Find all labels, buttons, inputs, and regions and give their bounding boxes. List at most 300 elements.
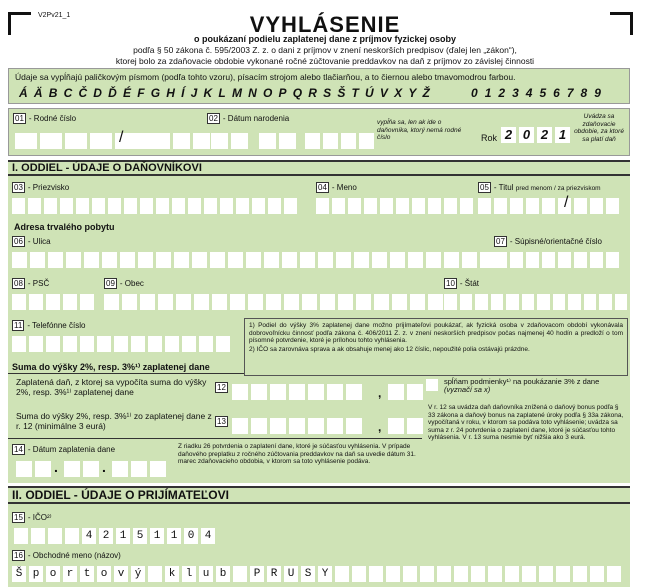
sample-letter: P	[278, 86, 287, 100]
char-cell[interactable]	[354, 252, 369, 268]
ico-digit[interactable]: 1	[116, 528, 130, 544]
name-char[interactable]	[148, 566, 162, 582]
name-char[interactable]	[335, 566, 349, 582]
sample-letter: Š	[337, 86, 346, 100]
field-13-label: Suma do výšky 2%, resp. 3%¹⁾ zo zaplatenej dane z r. 12 (minimálne 3 eurá)	[16, 411, 212, 431]
sample-letter: X	[394, 86, 403, 100]
field-number: 05	[480, 183, 489, 192]
sample-digits	[471, 86, 601, 100]
field-text: - Obchodné meno (názov)	[27, 551, 121, 560]
char-cell[interactable]	[236, 198, 249, 214]
char-cell[interactable]	[248, 294, 263, 310]
char-cell[interactable]	[156, 252, 171, 268]
char-cell[interactable]	[268, 198, 281, 214]
ico-digit[interactable]	[14, 528, 28, 544]
char-cell[interactable]	[606, 252, 619, 268]
year-note: Uvádza sa zdaňovacie obdobie, za ktoré sa platí daň	[574, 113, 624, 143]
char-cell[interactable]	[480, 252, 495, 268]
char-cell[interactable]	[282, 252, 297, 268]
char-cell[interactable]	[372, 252, 387, 268]
ico-digit[interactable]: 2	[99, 528, 113, 544]
char-cell[interactable]	[478, 198, 491, 214]
sum-heading-rule	[8, 373, 244, 374]
char-cell[interactable]	[606, 198, 619, 214]
ico-digit[interactable]	[65, 528, 79, 544]
field-number: 11	[14, 321, 23, 330]
header-line-2: ktorej bolo za zdaňovacie obdobie vykonané ročné zúčtovanie preddavkov na daň z príjmov zo závislej činnosti	[115, 56, 535, 66]
field-text: - Priezvisko	[27, 183, 70, 192]
name-char[interactable]	[607, 566, 621, 582]
char-cell[interactable]	[216, 336, 230, 352]
name-char[interactable]: t	[80, 566, 94, 582]
sample-letter: R	[308, 86, 317, 100]
char-cell[interactable]	[212, 294, 227, 310]
year-digit[interactable]: 1	[555, 127, 570, 143]
sample-letter: Á	[19, 86, 28, 100]
name-char[interactable]: u	[199, 566, 213, 582]
sample-digit: 1	[484, 86, 492, 100]
char-cell[interactable]	[364, 198, 377, 214]
char-cell[interactable]	[192, 252, 207, 268]
char-cell[interactable]	[494, 198, 507, 214]
char-cell[interactable]	[120, 252, 135, 268]
country-field[interactable]	[444, 294, 627, 310]
instructions-panel	[8, 68, 630, 104]
char-cell[interactable]	[302, 294, 317, 310]
business-name-field[interactable]	[12, 566, 621, 582]
sample-digit: 3	[512, 86, 519, 100]
name-char[interactable]: o	[46, 566, 60, 582]
char-cell[interactable]	[210, 252, 225, 268]
footnotes-box	[244, 318, 628, 376]
field-08-label	[12, 278, 49, 289]
phone-field[interactable]	[12, 336, 230, 352]
char-cell[interactable]	[584, 294, 597, 310]
char-cell[interactable]	[542, 198, 555, 214]
name-char[interactable]: l	[182, 566, 196, 582]
name-char[interactable]	[522, 566, 536, 582]
char-cell[interactable]	[374, 294, 389, 310]
char-cell[interactable]	[194, 294, 209, 310]
char-cell[interactable]	[522, 294, 535, 310]
payment-date-year[interactable]	[112, 461, 166, 477]
char-cell[interactable]	[138, 252, 153, 268]
street-field[interactable]	[12, 252, 495, 268]
field-text: - IČO²⁾	[27, 513, 52, 522]
name-char[interactable]	[403, 566, 417, 582]
name-char[interactable]	[386, 566, 400, 582]
field-10-label	[444, 278, 479, 289]
name-char[interactable]: U	[284, 566, 298, 582]
street-number-field[interactable]	[494, 252, 619, 268]
sample-letter: Q	[292, 86, 303, 100]
char-cell[interactable]	[320, 294, 335, 310]
year-label: Rok	[481, 133, 498, 143]
char-cell[interactable]	[444, 252, 459, 268]
char-cell[interactable]	[182, 336, 196, 352]
char-cell[interactable]	[29, 294, 43, 310]
sample-letter: V	[379, 86, 388, 100]
city-field[interactable]	[104, 294, 443, 310]
field-text: - Dátum zaplatenia dane	[27, 445, 116, 454]
field-11-label	[12, 320, 85, 331]
sample-digit: 6	[553, 86, 560, 100]
char-cell[interactable]	[46, 294, 60, 310]
char-cell[interactable]	[220, 198, 233, 214]
sample-digit: 2	[498, 86, 506, 100]
char-cell[interactable]	[410, 294, 425, 310]
char-cell[interactable]	[264, 252, 279, 268]
char-cell[interactable]	[396, 198, 409, 214]
field-02-label	[207, 113, 289, 124]
decimal-comma-12: ,	[378, 386, 382, 400]
char-cell[interactable]	[104, 294, 119, 310]
char-cell[interactable]	[80, 336, 94, 352]
sample-letter: H	[166, 86, 175, 100]
ico-digit[interactable]	[31, 528, 45, 544]
char-cell[interactable]	[114, 336, 128, 352]
ico-field[interactable]	[14, 528, 215, 544]
char-cell[interactable]	[408, 252, 423, 268]
char-cell[interactable]	[97, 336, 111, 352]
char-cell[interactable]	[574, 198, 587, 214]
top-fields-panel	[8, 108, 630, 156]
field-text: - Meno	[331, 183, 357, 192]
footnote-1: 1) Podiel do výšky 3% zaplatenej dane možno prijímateľovi poukázať, ak fyzická osoba v zdaňovacom období vykonávala dobrovoľnícku činnosť podľa zákona č. 406/2011 Z. z. v znení neskorších predpisov počas najmenej 40 hodín a predloží o tom písomné potvrdenie, ktoré je prílohou tohto vyhlásenia.	[249, 322, 623, 344]
sample-letter: D	[93, 86, 102, 100]
char-cell[interactable]	[12, 198, 25, 214]
char-cell[interactable]	[230, 294, 245, 310]
title-slash: /	[564, 194, 569, 211]
name-char[interactable]: S	[301, 566, 315, 582]
char-cell[interactable]	[542, 252, 555, 268]
section-2-panel	[8, 504, 630, 587]
sample-letter: T	[351, 86, 359, 100]
name-char[interactable]	[420, 566, 434, 582]
footnote-2: 2) IČO sa zarovnáva sprava a ak obsahuje menej ako 12 číslic, nepoužité polia ostávajú prázdne.	[249, 345, 530, 353]
char-cell[interactable]	[428, 198, 441, 214]
char-cell[interactable]	[428, 294, 443, 310]
ico-digit[interactable]: 5	[133, 528, 147, 544]
char-cell[interactable]	[348, 198, 361, 214]
field-text: - Telefónne číslo	[27, 321, 86, 330]
sample-letter: C	[63, 86, 73, 100]
conditions-checkbox[interactable]	[426, 379, 438, 391]
char-cell[interactable]	[284, 294, 299, 310]
sample-digit: 4	[525, 86, 533, 100]
date-dot-1: .	[54, 459, 58, 475]
char-cell[interactable]	[165, 336, 179, 352]
form-code: V2Pv21_1	[38, 12, 71, 19]
note-row-14: Z riadku 26 potvrdenia o zaplatení dane, ktoré je súčasťou vyhlásenia. V prípade daňového preplatku z ročného zúčtovania preddavkov na daň sa uvedie dátum 31. marec zdaňovacieho obdobia, v ktorom sa toto vyhlásenie podáva.	[178, 443, 416, 465]
sample-letter: Ď	[108, 86, 117, 100]
field-number: 07	[496, 237, 505, 246]
ico-digit[interactable]: 1	[150, 528, 164, 544]
field-14-label	[12, 444, 115, 455]
name-char[interactable]: b	[216, 566, 230, 582]
field-16-label	[12, 550, 121, 561]
char-cell[interactable]	[108, 198, 121, 214]
char-cell[interactable]	[252, 198, 265, 214]
sample-digit: 9	[594, 86, 601, 100]
char-cell[interactable]	[228, 252, 243, 268]
conditions-label: spĺňam podmienky¹⁾ na poukázanie 3% z dane	[444, 377, 600, 386]
sample-letter: N	[248, 86, 257, 100]
ico-digit[interactable]: 0	[184, 528, 198, 544]
sample-letter: F	[137, 86, 145, 100]
char-cell[interactable]	[28, 198, 41, 214]
char-cell[interactable]	[316, 198, 329, 214]
ico-digit[interactable]: 4	[82, 528, 96, 544]
field-text: - Súpisné/orientačné číslo	[509, 237, 602, 246]
char-cell[interactable]	[558, 252, 571, 268]
year-digit[interactable]: 2	[537, 127, 552, 143]
first-name-field[interactable]	[316, 198, 473, 214]
char-cell[interactable]	[29, 336, 43, 352]
char-cell[interactable]	[176, 294, 191, 310]
name-char[interactable]: k	[165, 566, 179, 582]
char-cell[interactable]	[336, 252, 351, 268]
char-cell[interactable]	[44, 198, 57, 214]
field-02-note: vypĺňa sa, len ak ide o daňovníka, ktorý nemá rodné číslo	[377, 119, 462, 141]
char-cell[interactable]	[30, 252, 45, 268]
char-cell[interactable]	[526, 198, 539, 214]
char-cell[interactable]	[140, 198, 153, 214]
page-subtitle: o poukázaní podielu zaplatenej dane z príjmov fyzickej osoby	[193, 34, 457, 44]
char-cell[interactable]	[63, 294, 77, 310]
name-char[interactable]: o	[97, 566, 111, 582]
title-field[interactable]	[478, 198, 619, 214]
name-char[interactable]	[556, 566, 570, 582]
char-cell[interactable]	[204, 198, 217, 214]
name-char[interactable]	[233, 566, 247, 582]
birth-date-day[interactable]	[211, 133, 248, 149]
slash-separator: /	[119, 129, 124, 146]
field-12-number: 12	[217, 383, 226, 392]
field-number: 01	[15, 114, 24, 123]
char-cell[interactable]	[246, 252, 261, 268]
char-cell[interactable]	[12, 336, 26, 352]
tax-year[interactable]	[501, 127, 570, 143]
char-cell[interactable]	[284, 198, 297, 214]
name-char[interactable]: P	[250, 566, 264, 582]
conditions-hint: (vyznačí sa x)	[444, 385, 491, 394]
char-cell[interactable]	[156, 198, 169, 214]
char-cell[interactable]	[124, 198, 137, 214]
payment-date-day[interactable]	[16, 461, 51, 477]
char-cell[interactable]	[491, 294, 504, 310]
birth-number-part2[interactable]	[133, 133, 210, 149]
decimal-comma-13: ,	[378, 420, 382, 434]
field-12-label: Zaplatená daň, z ktorej sa vypočíta suma do výšky 2%, resp. 3%¹⁾ zaplatenej dane	[16, 377, 207, 397]
char-cell[interactable]	[462, 252, 477, 268]
char-cell[interactable]	[140, 294, 155, 310]
name-char[interactable]	[488, 566, 502, 582]
char-cell[interactable]	[444, 294, 457, 310]
char-cell[interactable]	[506, 294, 519, 310]
conditions-text	[444, 378, 624, 394]
name-char[interactable]: ý	[131, 566, 145, 582]
donation-amount-cents[interactable]	[388, 418, 423, 434]
sample-letter: B	[48, 86, 58, 100]
char-cell[interactable]	[590, 252, 603, 268]
char-cell[interactable]	[63, 336, 77, 352]
field-number: 16	[14, 551, 23, 560]
ico-digit[interactable]: 4	[201, 528, 215, 544]
tax-paid-cents[interactable]	[388, 384, 423, 400]
field-text: - Obec	[119, 279, 144, 288]
field-hint: pred menom / za priezviskom	[515, 185, 601, 192]
field-13-number: 13	[217, 417, 226, 426]
char-cell[interactable]	[494, 252, 507, 268]
name-char[interactable]	[505, 566, 519, 582]
payment-date-month[interactable]	[64, 461, 99, 477]
sample-letter: Í	[181, 86, 185, 100]
sample-letter: Č	[78, 86, 88, 100]
char-cell[interactable]	[12, 252, 27, 268]
field-text: - Ulica	[27, 237, 51, 246]
name-char[interactable]	[454, 566, 468, 582]
char-cell[interactable]	[300, 252, 315, 268]
field-01-label	[13, 113, 76, 124]
char-cell[interactable]	[426, 252, 441, 268]
char-cell[interactable]	[526, 252, 539, 268]
sample-digit: 8	[580, 86, 588, 100]
char-cell[interactable]	[599, 294, 612, 310]
sample-letter: J	[190, 86, 198, 100]
char-cell[interactable]	[615, 294, 628, 310]
section-1-panel	[8, 176, 630, 483]
char-cell[interactable]	[131, 336, 145, 352]
char-cell[interactable]	[102, 252, 117, 268]
surname-field[interactable]	[12, 198, 297, 214]
ico-digit[interactable]: 1	[167, 528, 181, 544]
char-cell[interactable]	[60, 198, 73, 214]
donation-amount-field[interactable]	[232, 418, 362, 434]
name-char[interactable]: R	[267, 566, 281, 582]
char-cell[interactable]	[338, 294, 353, 310]
char-cell[interactable]	[80, 294, 94, 310]
field-09-label	[104, 278, 144, 289]
char-cell[interactable]	[390, 252, 405, 268]
char-cell[interactable]	[510, 252, 523, 268]
char-cell[interactable]	[553, 294, 566, 310]
char-cell[interactable]	[76, 198, 89, 214]
char-cell[interactable]	[318, 252, 333, 268]
year-digit[interactable]: 2	[501, 127, 516, 143]
name-char[interactable]	[590, 566, 604, 582]
char-cell[interactable]	[568, 294, 581, 310]
sample-letter: G	[150, 86, 161, 100]
field-number: 06	[14, 237, 23, 246]
char-cell[interactable]	[172, 198, 185, 214]
field-number: 14	[14, 445, 23, 454]
name-char[interactable]	[369, 566, 383, 582]
name-char[interactable]	[437, 566, 451, 582]
note-row-12: V r. 12 sa uvádza daň daňovníka znížená o daňový bonus podľa § 33 zákona a daňový bonus na zaplatené úroky podľa § 33a zákona, vypočítaná v roku, v ktorom sa podáva toto vyhlásenie; uvádza sa suma z r. 24 potvrdenia o zaplatení dane, ktoré je súčasťou tohto vyhlásenia. V r. 13 suma nesmie byť nižšia ako 3 eurá.	[428, 404, 624, 441]
tax-paid-field[interactable]	[232, 384, 362, 400]
char-cell[interactable]	[392, 294, 407, 310]
birth-date-year[interactable]	[305, 133, 374, 149]
sample-letter: S	[323, 86, 332, 100]
name-char[interactable]	[471, 566, 485, 582]
char-cell[interactable]	[590, 198, 603, 214]
sample-letters	[19, 86, 430, 100]
name-char[interactable]	[573, 566, 587, 582]
sample-letter: M	[231, 86, 242, 100]
field-number: 10	[446, 279, 455, 288]
char-cell[interactable]	[199, 336, 213, 352]
name-char[interactable]: r	[63, 566, 77, 582]
char-cell[interactable]	[266, 294, 281, 310]
char-cell[interactable]	[174, 252, 189, 268]
char-cell[interactable]	[356, 294, 371, 310]
char-cell[interactable]	[332, 198, 345, 214]
char-cell[interactable]	[158, 294, 173, 310]
field-text: - Dátum narodenia	[222, 114, 290, 123]
header-line-1: podľa § 50 zákona č. 595/2003 Z. z. o dani z príjmov v znení neskorších predpisov (ďalej len „zákon“),	[133, 45, 517, 55]
name-char[interactable]	[539, 566, 553, 582]
char-cell[interactable]	[574, 252, 587, 268]
char-cell[interactable]	[84, 252, 99, 268]
char-cell[interactable]	[460, 294, 473, 310]
sample-digit: 7	[566, 86, 574, 100]
char-cell[interactable]	[12, 294, 26, 310]
field-05-label	[478, 182, 601, 193]
char-cell[interactable]	[475, 294, 488, 310]
char-cell[interactable]	[537, 294, 550, 310]
name-char[interactable]: Y	[318, 566, 332, 582]
field-text: - Štát	[459, 279, 480, 288]
name-char[interactable]	[352, 566, 366, 582]
char-cell[interactable]	[188, 198, 201, 214]
char-cell[interactable]	[46, 336, 60, 352]
char-cell[interactable]	[148, 336, 162, 352]
field-number: 15	[14, 513, 23, 522]
char-cell[interactable]	[510, 198, 523, 214]
char-cell[interactable]	[122, 294, 137, 310]
char-cell[interactable]	[66, 252, 81, 268]
sample-letter: Ä	[33, 86, 43, 100]
address-heading: Adresa trvalého pobytu	[14, 222, 115, 232]
sample-digit: 5	[539, 86, 547, 100]
birth-date-month[interactable]	[259, 133, 296, 149]
field-text: - PSČ	[27, 279, 50, 288]
field-03-label	[12, 182, 69, 193]
name-char[interactable]: Š	[12, 566, 26, 582]
field-04-label	[316, 182, 357, 193]
char-cell[interactable]	[380, 198, 393, 214]
field-06-label	[12, 236, 51, 247]
sample-letter: L	[218, 86, 226, 100]
postal-code-field[interactable]	[12, 294, 94, 310]
sum-heading: Suma do výšky 2%, resp. 3%¹⁾ zaplatenej dane	[12, 362, 210, 372]
char-cell[interactable]	[48, 252, 63, 268]
char-cell[interactable]	[444, 198, 457, 214]
name-char[interactable]: p	[29, 566, 43, 582]
sample-letter: Ž	[422, 86, 430, 100]
ico-digit[interactable]	[48, 528, 62, 544]
section-2-title: II. ODDIEL - ÚDAJE O PRIJÍMATEĽOVI	[8, 486, 630, 504]
field-15-label	[12, 512, 52, 523]
char-cell[interactable]	[460, 198, 473, 214]
name-char[interactable]: v	[114, 566, 128, 582]
char-cell[interactable]	[412, 198, 425, 214]
char-cell[interactable]	[92, 198, 105, 214]
page-title: VYHLÁSENIE	[249, 12, 401, 37]
year-digit[interactable]: 0	[519, 127, 534, 143]
sample-digit: 0	[471, 86, 478, 100]
